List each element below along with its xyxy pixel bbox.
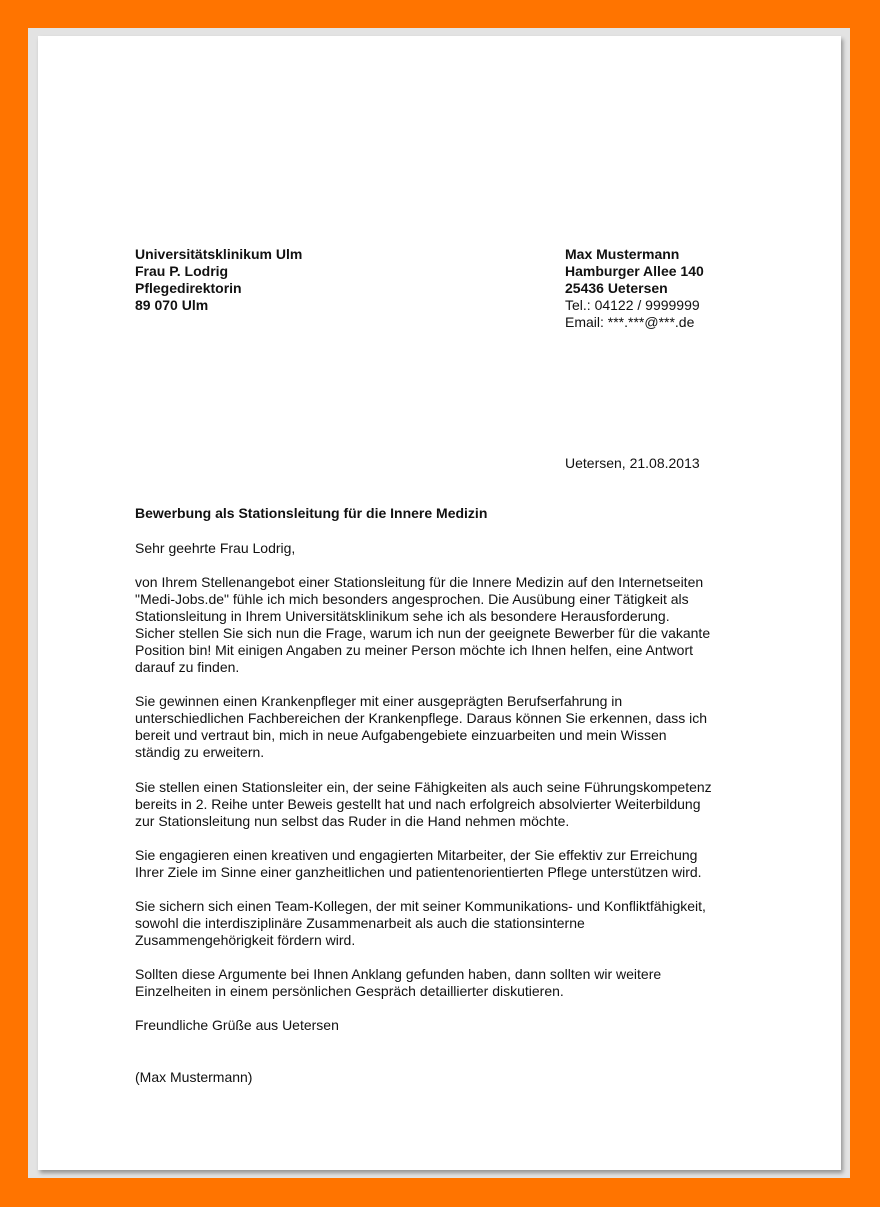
paragraph-line: Stationsleitung in Ihrem Universitätsklinikum sehe ich als besondere Herausforderung. [135, 608, 670, 624]
letter-page [38, 36, 841, 1170]
paragraph-6 [135, 966, 661, 1000]
sender-email: Email: ***.***@***.de [565, 314, 695, 330]
paragraph-line: von Ihrem Stellenangebot einer Stationsleitung für die Innere Medizin auf den Internetseiten [135, 574, 704, 590]
letter-subject: Bewerbung als Stationsleitung für die Innere Medizin [135, 505, 488, 521]
paragraph-5 [135, 898, 706, 949]
sender-street: Hamburger Allee 140 [565, 263, 704, 279]
paragraph-line: bereit und vertraut bin, mich in neue Aufgabengebiete einzuarbeiten und mein Wissen [135, 727, 667, 743]
paragraph-line: Zusammengehörigkeit fördern wird. [135, 932, 356, 948]
sender-city: 25436 Uetersen [565, 280, 668, 296]
recipient-role: Pflegedirektorin [135, 280, 242, 296]
recipient-city: 89 070 Ulm [135, 297, 209, 313]
paragraph-4 [135, 847, 702, 881]
paragraph-line: Einzelheiten in einem persönlichen Gespräch detaillierter diskutieren. [135, 983, 564, 999]
paragraph-3 [135, 779, 712, 830]
letter-date: Uetersen, 21.08.2013 [565, 455, 700, 471]
paragraph-line: Sicher stellen Sie sich nun die Frage, warum ich nun der geeignete Bewerber für die vakante [135, 625, 711, 641]
paragraph-line: Sie gewinnen einen Krankenpfleger mit einer ausgeprägten Berufserfahrung in [135, 693, 623, 709]
paragraph-1 [135, 574, 710, 676]
paragraph-line: Sie engagieren einen kreativen und engagierten Mitarbeiter, der Sie effektiv zur Erreichung [135, 847, 698, 863]
paragraph-line: sowohl die interdisziplinäre Zusammenarbeit als auch die stationsinterne [135, 915, 585, 931]
letter-signature: (Max Mustermann) [135, 1069, 253, 1085]
recipient-institution: Universitätsklinikum Ulm [135, 246, 303, 262]
recipient-address [135, 246, 302, 314]
paragraph-line: Ihrer Ziele im Sinne einer ganzheitlichen und patientenorientierten Pflege unterstützen wird. [135, 864, 702, 880]
paragraph-line: "Medi-Jobs.de" fühle ich mich besonders angesprochen. Die Ausübung einer Tätigkeit als [135, 591, 689, 607]
recipient-person: Frau P. Lodrig [135, 263, 229, 279]
sender-phone: Tel.: 04122 / 9999999 [565, 297, 700, 313]
paragraph-line: bereits in 2. Reihe unter Beweis gestellt hat und nach erfolgreich absolvierter Weiterbildung [135, 796, 701, 812]
letter-closing: Freundliche Grüße aus Uetersen [135, 1017, 339, 1033]
paragraph-line: zur Stationsleitung nun selbst das Ruder in die Hand nehmen möchte. [135, 813, 570, 829]
paragraph-line: Sie sichern sich einen Team-Kollegen, der mit seiner Kommunikations- und Konfliktfähigkeit, [135, 898, 706, 914]
paragraph-line: darauf zu finden. [135, 659, 240, 675]
letter-salutation: Sehr geehrte Frau Lodrig, [135, 540, 296, 556]
sender-name: Max Mustermann [565, 246, 680, 262]
paragraph-line: Position bin! Mit einigen Angaben zu meiner Person möchte ich Ihnen helfen, eine Antwort [135, 642, 694, 658]
paragraph-line: Sie stellen einen Stationsleiter ein, der seine Fähigkeiten als auch seine Führungskompetenz [135, 779, 712, 795]
paragraph-2 [135, 693, 707, 761]
paragraph-line: Sollten diese Argumente bei Ihnen Anklang gefunden haben, dann sollten wir weitere [135, 966, 662, 982]
paragraph-line: ständig zu erweitern. [135, 744, 265, 760]
paragraph-line: unterschiedlichen Fachbereichen der Krankenpflege. Daraus können Sie erkennen, dass ich [135, 710, 708, 726]
sender-address [565, 246, 704, 331]
